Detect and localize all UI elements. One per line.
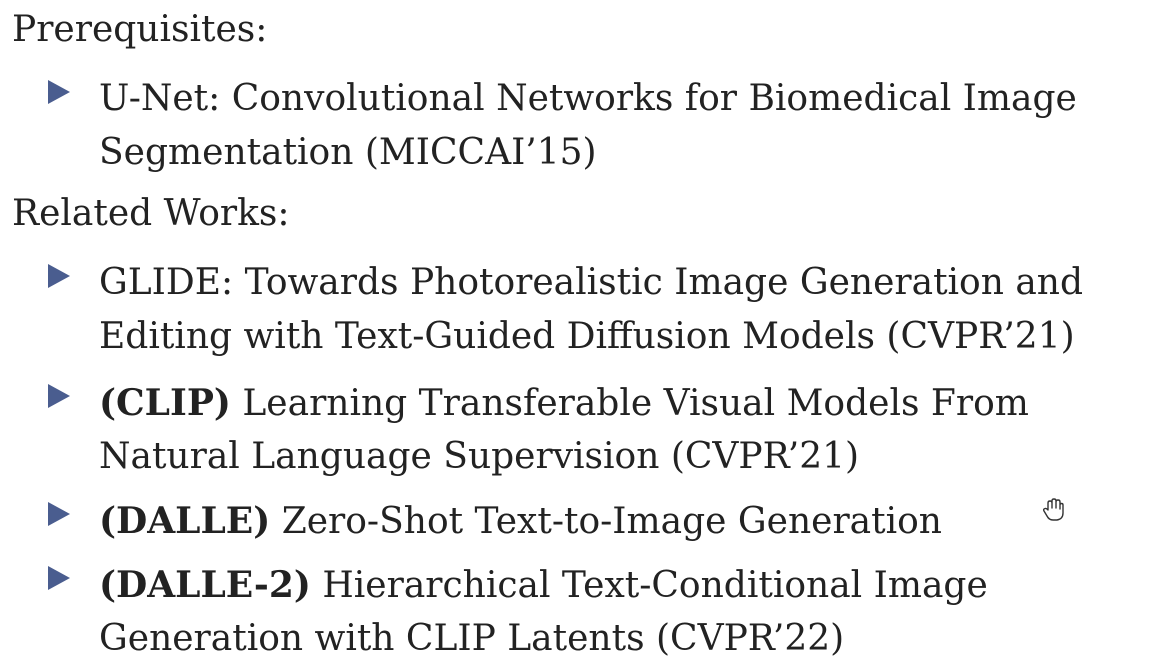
related-work-item-dalle xyxy=(48,494,1158,548)
list-item-line-2: Segmentation (MICCAI’15) xyxy=(99,132,597,173)
related-work-item-clip xyxy=(48,376,1158,484)
paper-title-part: Hierarchical Text-Conditional Image xyxy=(310,565,988,606)
list-item-line-2: Editing with Text-Guided Diffusion Models (CVPR’21) xyxy=(99,316,1075,357)
list-item-line-1 xyxy=(99,494,942,548)
triangle-bullet-icon xyxy=(48,566,70,590)
prerequisite-item-unet xyxy=(48,72,1158,180)
list-item-line-1 xyxy=(99,558,988,612)
related-work-item-glide xyxy=(48,256,1158,364)
triangle-bullet-icon xyxy=(48,502,70,526)
triangle-bullet-icon xyxy=(48,264,70,288)
paper-tag: (CLIP) xyxy=(99,382,231,424)
paper-title-part: Zero-Shot Text-to-Image Generation xyxy=(270,501,942,542)
list-item-line-2: Natural Language Supervision (CVPR’21) xyxy=(99,436,860,477)
list-item-text xyxy=(99,72,1077,180)
list-item-line-1: U-Net: Convolutional Networks for Biomedical Image xyxy=(99,78,1077,119)
paper-tag: (DALLE-2) xyxy=(99,564,311,606)
hand-grab-cursor-icon xyxy=(1040,496,1068,524)
paper-tag: (DALLE) xyxy=(99,500,271,542)
related-works-heading: Related Works: xyxy=(12,193,290,234)
list-item-line-1: GLIDE: Towards Photorealistic Image Generation and xyxy=(99,262,1084,303)
list-item-line-1 xyxy=(99,376,1029,430)
list-item-text xyxy=(99,376,1029,484)
prerequisites-heading: Prerequisites: xyxy=(12,9,268,50)
triangle-bullet-icon xyxy=(48,80,70,104)
list-item-line-2: Generation with CLIP Latents (CVPR’22) xyxy=(99,618,845,659)
paper-title-part: Learning Transferable Visual Models From xyxy=(230,383,1029,424)
list-item-text xyxy=(99,494,942,548)
related-work-item-dalle-2 xyxy=(48,558,1158,666)
list-item-text xyxy=(99,256,1083,364)
list-item-text xyxy=(99,558,988,666)
triangle-bullet-icon xyxy=(48,384,70,408)
